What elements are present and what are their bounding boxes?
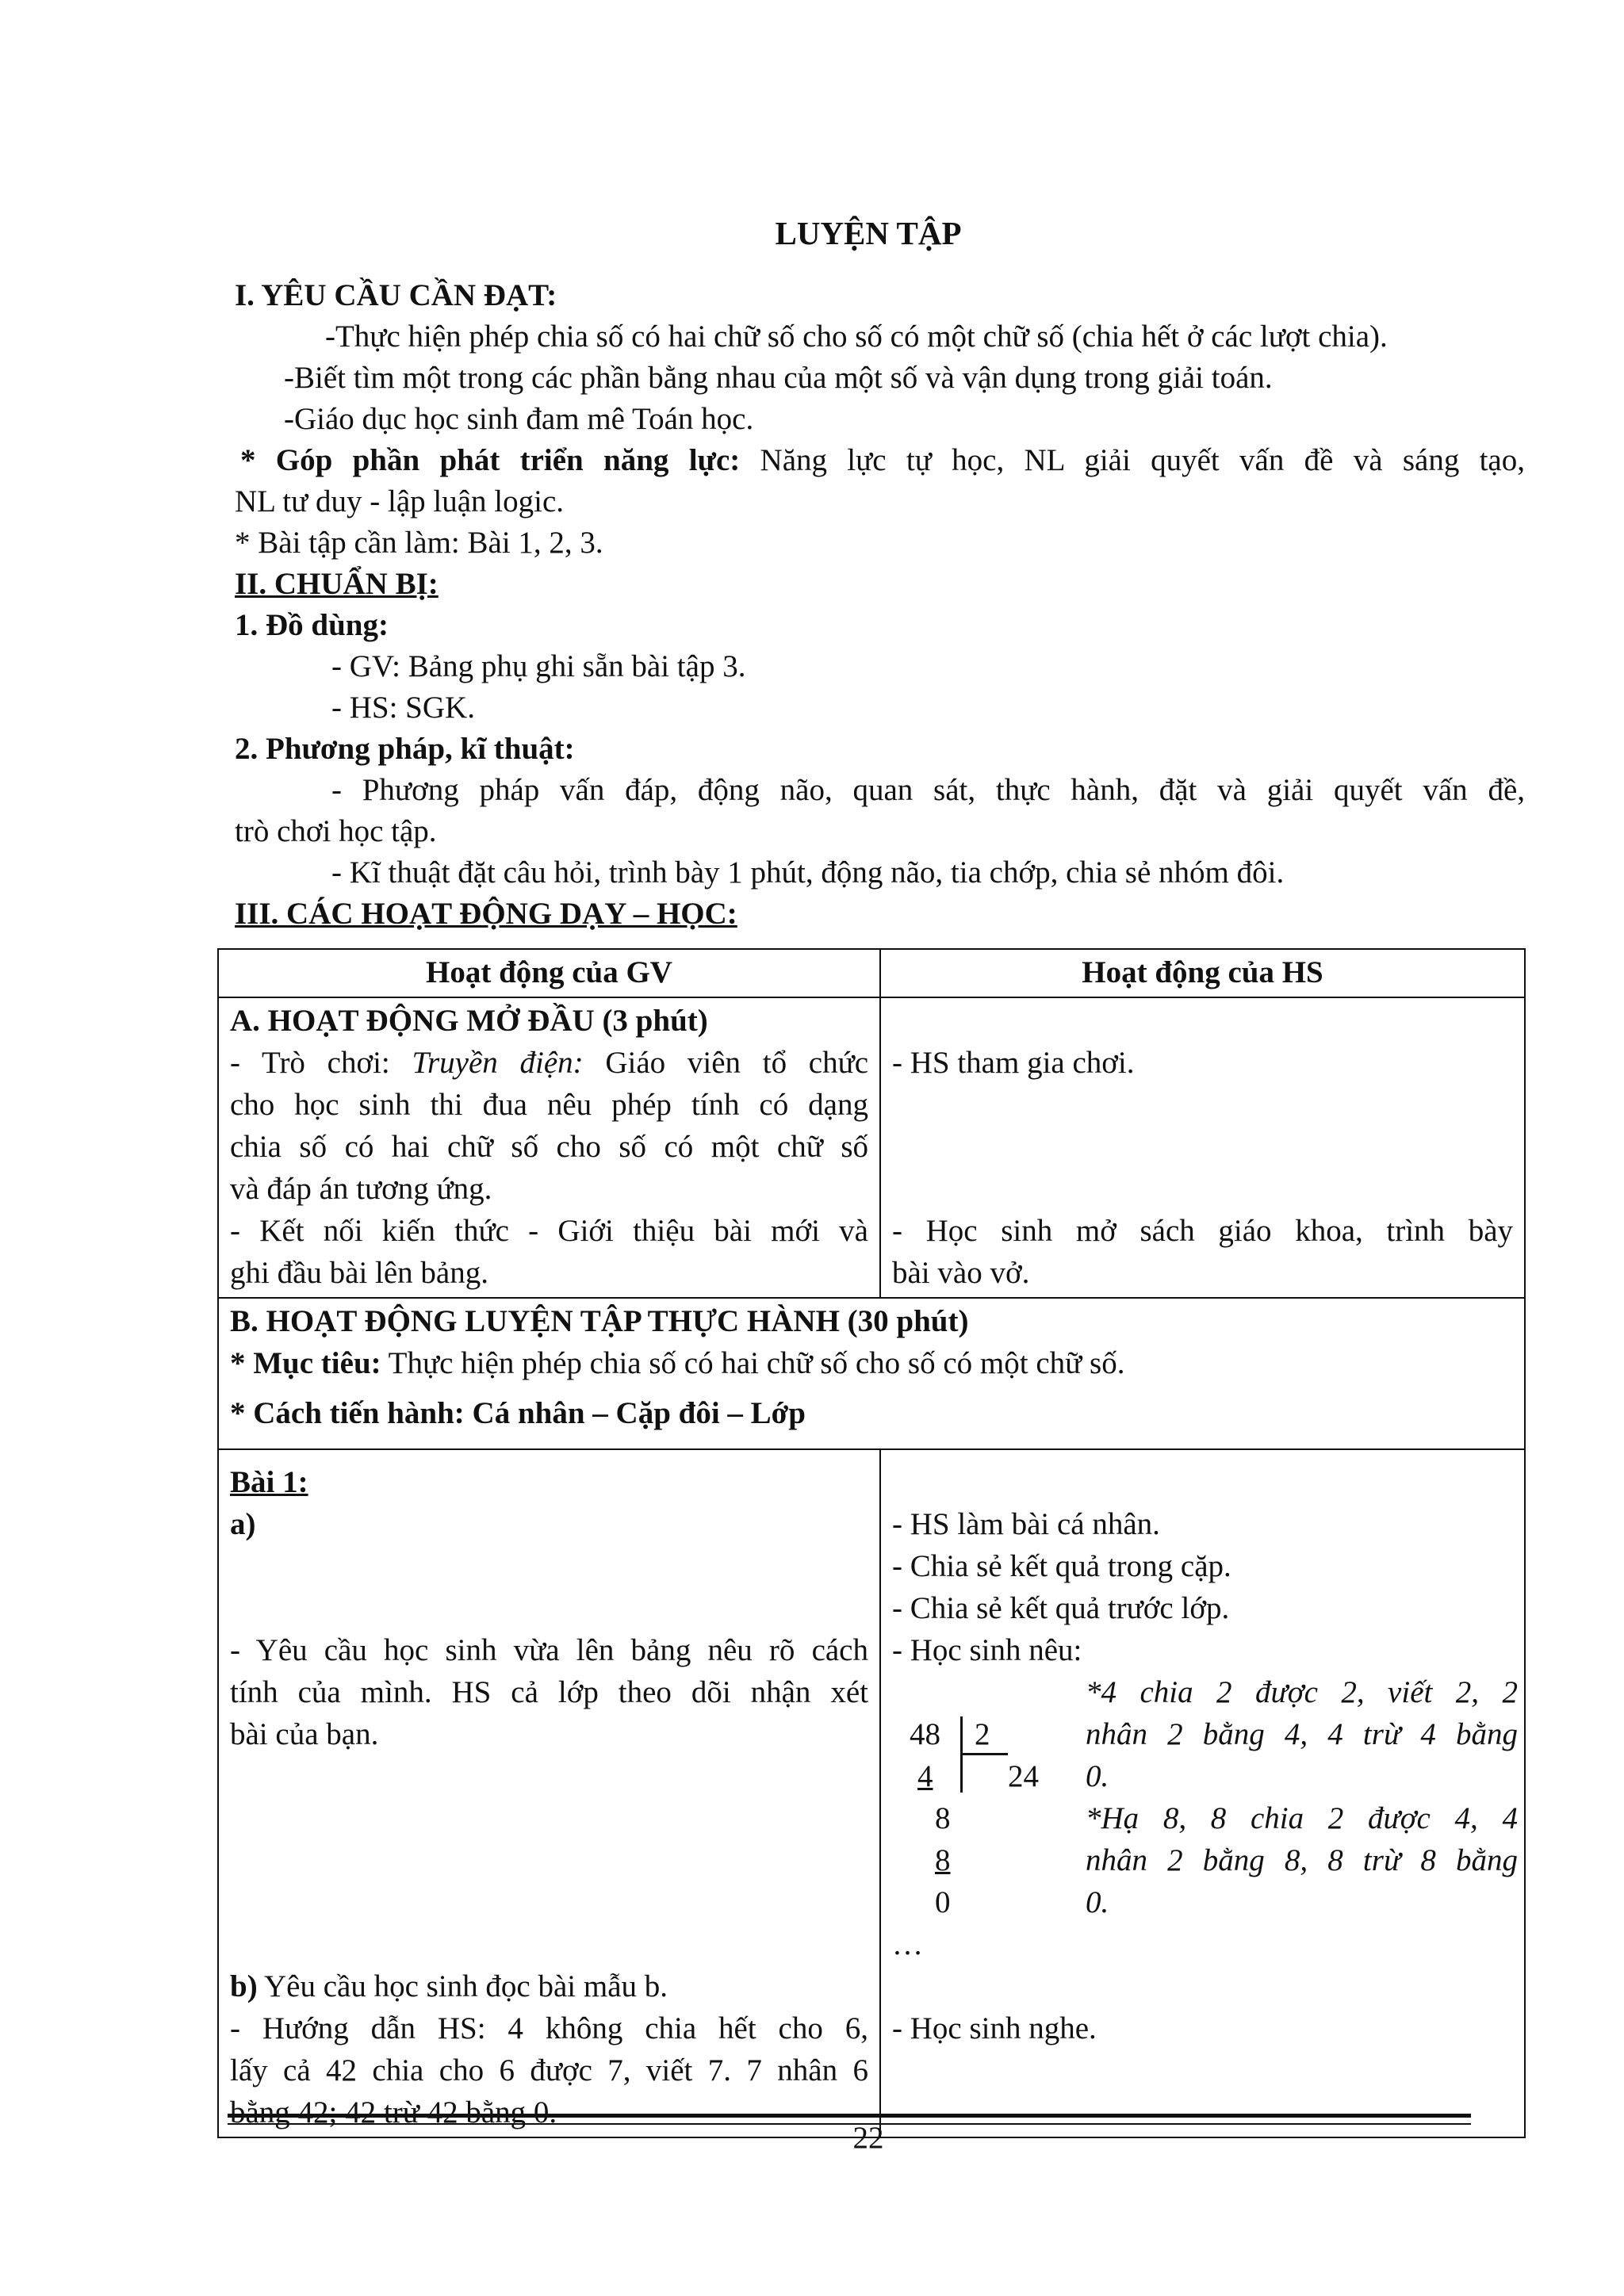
game-rest: Giáo viên tổ chức [605, 1046, 869, 1080]
header-teacher: Hoạt động của GV [218, 949, 880, 997]
table-row-exercise-1 [218, 1449, 1525, 2137]
competency-label: * Góp phần phát triển năng lực: [240, 443, 741, 477]
exp-2-line-1: *Hạ 8, 8 chia 2 được 4, 4 [1086, 1801, 1518, 1835]
part-a-gv-line-4: và đáp án tương ứng. [230, 1172, 492, 1206]
game-prefix: - Trò chơi: [230, 1046, 390, 1080]
activities-table [217, 948, 1526, 2138]
exp-2-line-2: nhân 2 bằng 8, 8 trừ 8 bằng [1086, 1843, 1518, 1877]
part-b-request [230, 1965, 868, 2007]
table-row-part-a [218, 997, 1525, 1298]
guide-line-1: - Hướng dẫn HS: 4 không chia hết cho 6, [230, 2011, 868, 2045]
methods-heading: 2. Phương pháp, kĩ thuật: [235, 732, 575, 766]
part-b-text: Yêu cầu học sinh đọc bài mẫu b. [264, 1969, 668, 2003]
part-a-hs-line-2: - Học sinh mở sách giáo khoa, trình bày [892, 1214, 1513, 1248]
exercise-1-label: Bài 1: [230, 1465, 308, 1499]
requirement-3: -Giáo dục học sinh đam mê Toán học. [284, 402, 754, 436]
part-a-student-cell [880, 997, 1525, 1298]
part-b-goal [230, 1342, 1513, 1384]
part-a-teacher-cell [218, 997, 880, 1298]
quotient: 24 [1008, 1759, 1039, 1793]
dividend: 48 [910, 1717, 940, 1751]
exp-2-line-3: 0. [1086, 1885, 1109, 1919]
hs-listen: - Học sinh nghe. [892, 2011, 1097, 2045]
part-a-gv-line-3: chia số có hai chữ số cho số có một chữ số [230, 1130, 868, 1164]
subtract-2: 8 [935, 1843, 951, 1877]
long-division [910, 1713, 1044, 1923]
page-number: 22 [852, 2121, 884, 2155]
subtract-1: 4 [917, 1759, 933, 1793]
part-b-heading: B. HOẠT ĐỘNG LUYỆN TẬP THỰC HÀNH (30 phút) [230, 1304, 969, 1338]
techniques-line: - Kĩ thuật đặt câu hỏi, trình bày 1 phút, động não, tia chớp, chia sẻ nhóm đôi. [331, 855, 1285, 890]
gv-request-line-2: tính của mình. HS cả lớp theo dõi nhận xét [230, 1675, 868, 1709]
division-explanation [1086, 1671, 1518, 1923]
section-3-heading: III. CÁC HOẠT ĐỘNG DẠY – HỌC: [235, 897, 737, 931]
exp-1-line-2: nhân 2 bằng 4, 4 trừ 4 bằng [1086, 1717, 1518, 1751]
remainder-1: 8 [935, 1801, 951, 1835]
section-2-heading: II. CHUẨN BỊ: [235, 567, 439, 601]
competency-line-2: NL tư duy - lập luận logic. [235, 484, 565, 519]
hs-step-1: - HS làm bài cá nhân. [892, 1507, 1160, 1541]
part-a-gv-line-5: - Kết nối kiến thức - Giới thiệu bài mới và [230, 1214, 868, 1248]
exp-1-line-3: 0. [1086, 1759, 1109, 1793]
divisor: 2 [975, 1717, 990, 1751]
long-division-block [892, 1671, 1518, 1923]
page-title: LUYỆN TẬP [775, 215, 962, 251]
part-a-hs-line-1: - HS tham gia chơi. [892, 1046, 1135, 1080]
remainder-2: 0 [935, 1885, 951, 1919]
ellipsis: … [892, 1927, 923, 1961]
table-header-row [218, 949, 1525, 997]
requirement-1: -Thực hiện phép chia số có hai chữ số cho số có một chữ số (chia hết ở các lượt chia). [325, 320, 1388, 354]
hs-step-2: - Chia sẻ kết quả trong cặp. [892, 1549, 1231, 1583]
part-a-gv-line-2: cho học sinh thi đua nêu phép tính có dạng [230, 1088, 868, 1122]
part-a-hs-line-3: bài vào vở. [892, 1256, 1030, 1290]
part-a-heading: A. HOẠT ĐỘNG MỞ ĐẦU (3 phút) [230, 1004, 708, 1038]
materials-student: - HS: SGK. [331, 691, 475, 725]
goal-label: * Mục tiêu: [230, 1346, 381, 1380]
part-a-label: a) [230, 1507, 256, 1541]
methods-line-2: trò chơi học tập. [235, 814, 437, 848]
hs-step-4: - Học sinh nêu: [892, 1633, 1082, 1667]
hs-step-3: - Chia sẻ kết quả trước lớp. [892, 1591, 1230, 1625]
part-b-heading-cell [218, 1298, 1525, 1449]
section-1-heading: I. YÊU CẦU CẦN ĐẠT: [235, 278, 557, 312]
methods-line-1 [331, 769, 1525, 811]
part-a-gv-line-1 [230, 1042, 868, 1084]
exercise-1-student-cell [880, 1449, 1525, 2137]
goal-text: Thực hiện phép chia số có hai chữ số cho số có một chữ số. [388, 1346, 1125, 1380]
part-b-label: b) [230, 1969, 258, 2003]
materials-heading: 1. Đồ dùng: [235, 608, 389, 642]
part-b-method: * Cách tiến hành: Cá nhân – Cặp đôi – Lớp [230, 1396, 806, 1430]
guide-line-3: bằng 42; 42 trừ 42 bằng 0. [230, 2095, 557, 2130]
exercise-1-teacher-cell [218, 1449, 880, 2137]
table-row-part-b-heading [218, 1298, 1525, 1449]
header-student: Hoạt động của HS [880, 949, 1525, 997]
methods-text-1: - Phương pháp vấn đáp, động não, quan sát, thực hành, đặt và giải quyết vấn đề, [331, 773, 1525, 807]
game-name: Truyền điện: [412, 1046, 584, 1080]
guide-line-2: lấy cả 42 chia cho 6 được 7, viết 7. 7 nhân 6 [230, 2053, 868, 2087]
materials-teacher: - GV: Bảng phụ ghi sẵn bài tập 3. [331, 649, 746, 683]
competency-text: Năng lực tự học, NL giải quyết vấn đề và sáng tạo, [760, 443, 1525, 477]
gv-request-line-3: bài của bạn. [230, 1717, 379, 1751]
competency-line-1 [240, 439, 1525, 481]
gv-request-line-1: - Yêu cầu học sinh vừa lên bảng nêu rõ cách [230, 1633, 868, 1667]
part-a-gv-line-6: ghi đầu bài lên bảng. [230, 1256, 488, 1290]
requirement-2: -Biết tìm một trong các phần bằng nhau của một số và vận dụng trong giải toán. [284, 361, 1273, 395]
exp-1-line-1: *4 chia 2 được 2, viết 2, 2 [1086, 1675, 1518, 1709]
exercises-required: * Bài tập cần làm: Bài 1, 2, 3. [235, 526, 603, 560]
